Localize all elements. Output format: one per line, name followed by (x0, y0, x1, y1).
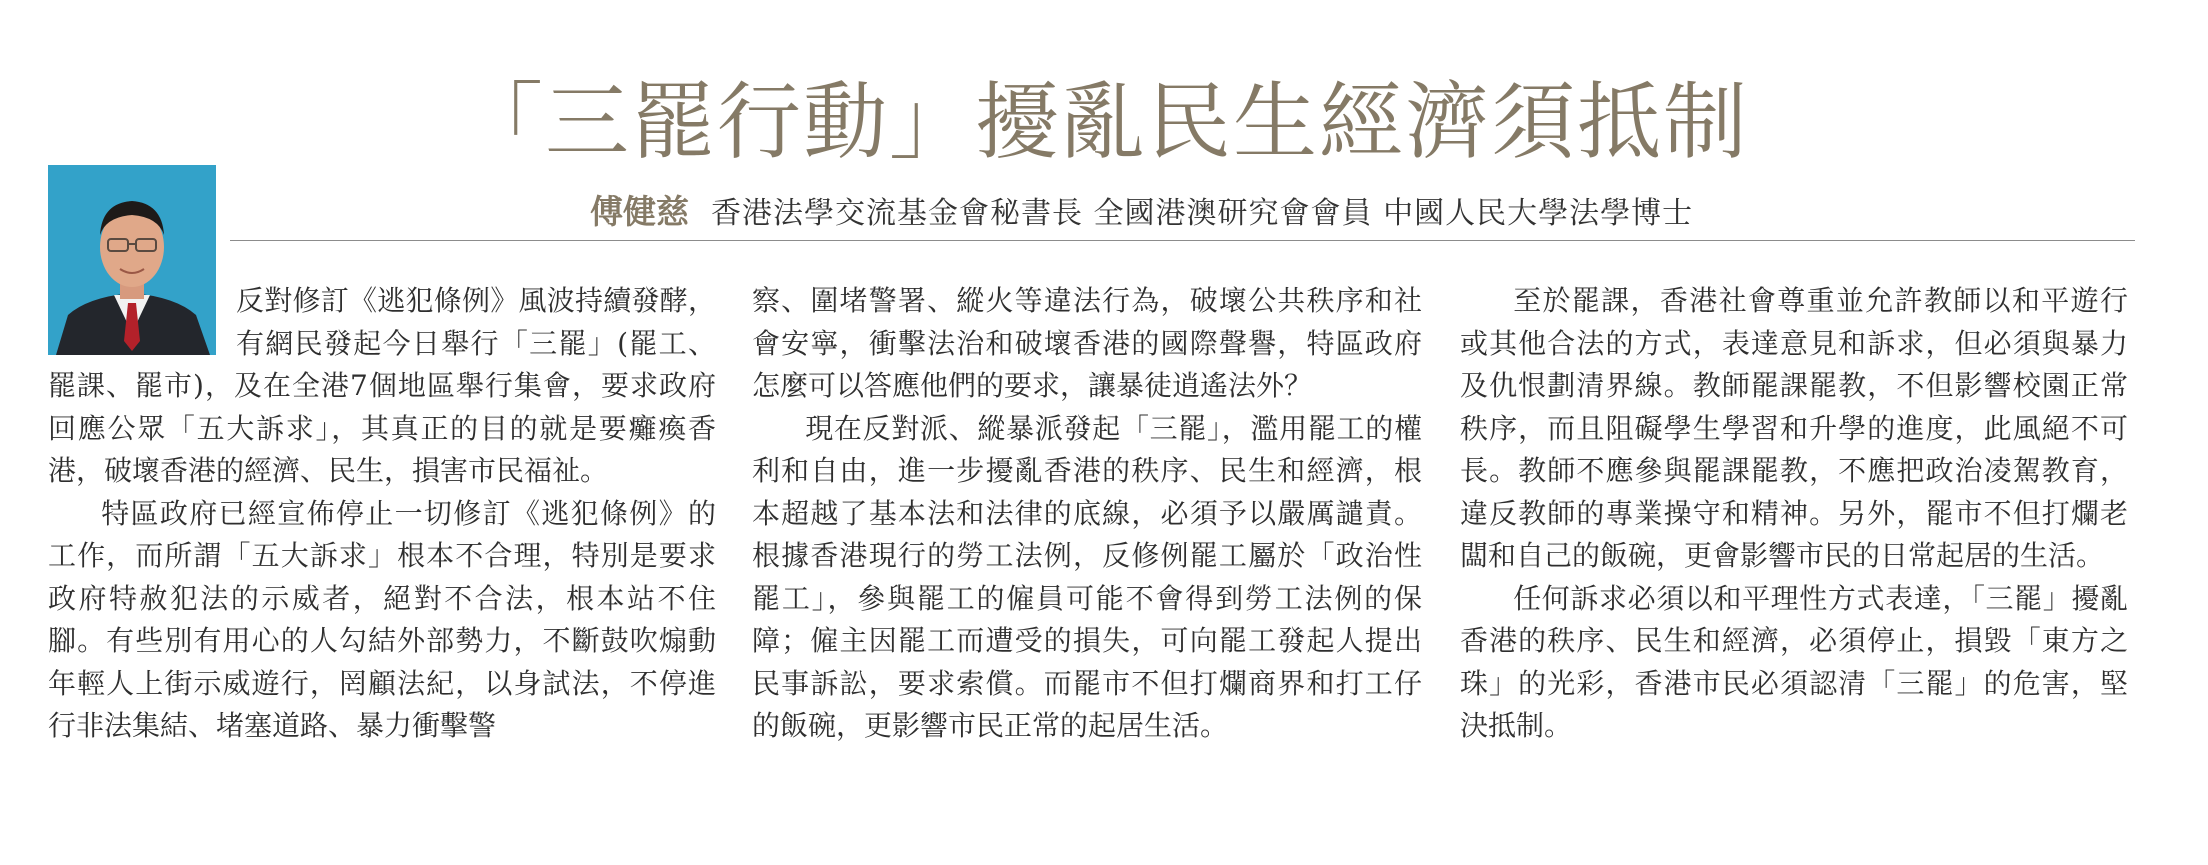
author-name: 傅健慈 (590, 192, 689, 231)
article-column-3 (1460, 280, 2128, 748)
paragraph: 現在反對派、縱暴派發起「三罷」，濫用罷工的權利和自由，進一步擾亂香港的秩序、民生和經濟，根本超越了基本法和法律的底線，必須予以嚴厲譴責。 根據香港現行的勞工法例，反修例罷工屬於「政治性罷工」，參與罷工的僱員可能不會得到勞工法例的保障；僱主因罷工而遭受的損失，可向罷工發起人提出民事訴訟，要求索償。而罷市不但打爛商界和打工仔的飯碗，更影響市民正常的起居生活。 (752, 411, 1422, 742)
article-byline (590, 192, 1693, 234)
paragraph: 特區政府已經宣佈停止一切修訂《逃犯條例》的工作，而所謂「五大訴求」根本不合理，特別是要求政府特赦犯法的示威者，絕對不合法，根本站不住腳。有些別有用心的人勾結外部勢力，不斷鼓吹煽動年輕人上街示威遊行，罔顧法紀，以身試法，不停進行非法集結、堵塞道路、暴力衝擊警 (48, 496, 716, 742)
paragraph: 察、圍堵警署、縱火等違法行為，破壞公共秩序和社會安寧，衝擊法治和破壞香港的國際聲譽，特區政府怎麼可以答應他們的要求，讓暴徒逍遙法外？ (752, 284, 1422, 402)
article-column-1 (48, 280, 716, 748)
paragraph: 至於罷課，香港社會尊重並允許教師以和平遊行或其他合法的方式，表達意見和訴求，但必須與暴力及仇恨劃清界線。教師罷課罷教，不但影響校園正常秩序，而且阻礙學生學習和升學的進度，此風絕不可長。教師不應參與罷課罷教，不應把政治凌駕教育，違反教師的專業操守和精神。另外，罷市不但打爛老闆和自己的飯碗，更會影響市民的日常起居的生活。 (1460, 284, 2128, 572)
article-headline: 「三罷行動」擾亂民生經濟須抵制 (458, 73, 1749, 171)
paragraph: 反對修訂《逃犯條例》風波持續發酵，有網民發起今日舉行「三罷」(罷工、罷課、罷市)，及在全港7個地區舉行集會，要求政府回應公眾「五大訴求」，其真正的目的就是要癱瘓香港，破壞香港的經濟、民生，損害市民福祉。 (48, 284, 716, 487)
author-titles: 香港法學交流基金會秘書長 全國港澳研究會會員 中國人民大學法學博士 (711, 196, 1694, 231)
byline-divider (230, 240, 2135, 241)
paragraph: 任何訴求必須以和平理性方式表達，「三罷」擾亂香港的秩序、民生和經濟，必須停止，損毀「東方之珠」的光彩，香港市民必須認清「三罷」的危害，堅決抵制。 (1460, 581, 2128, 742)
photo-wrap-spacer (48, 280, 236, 364)
article-column-2 (752, 280, 1422, 748)
